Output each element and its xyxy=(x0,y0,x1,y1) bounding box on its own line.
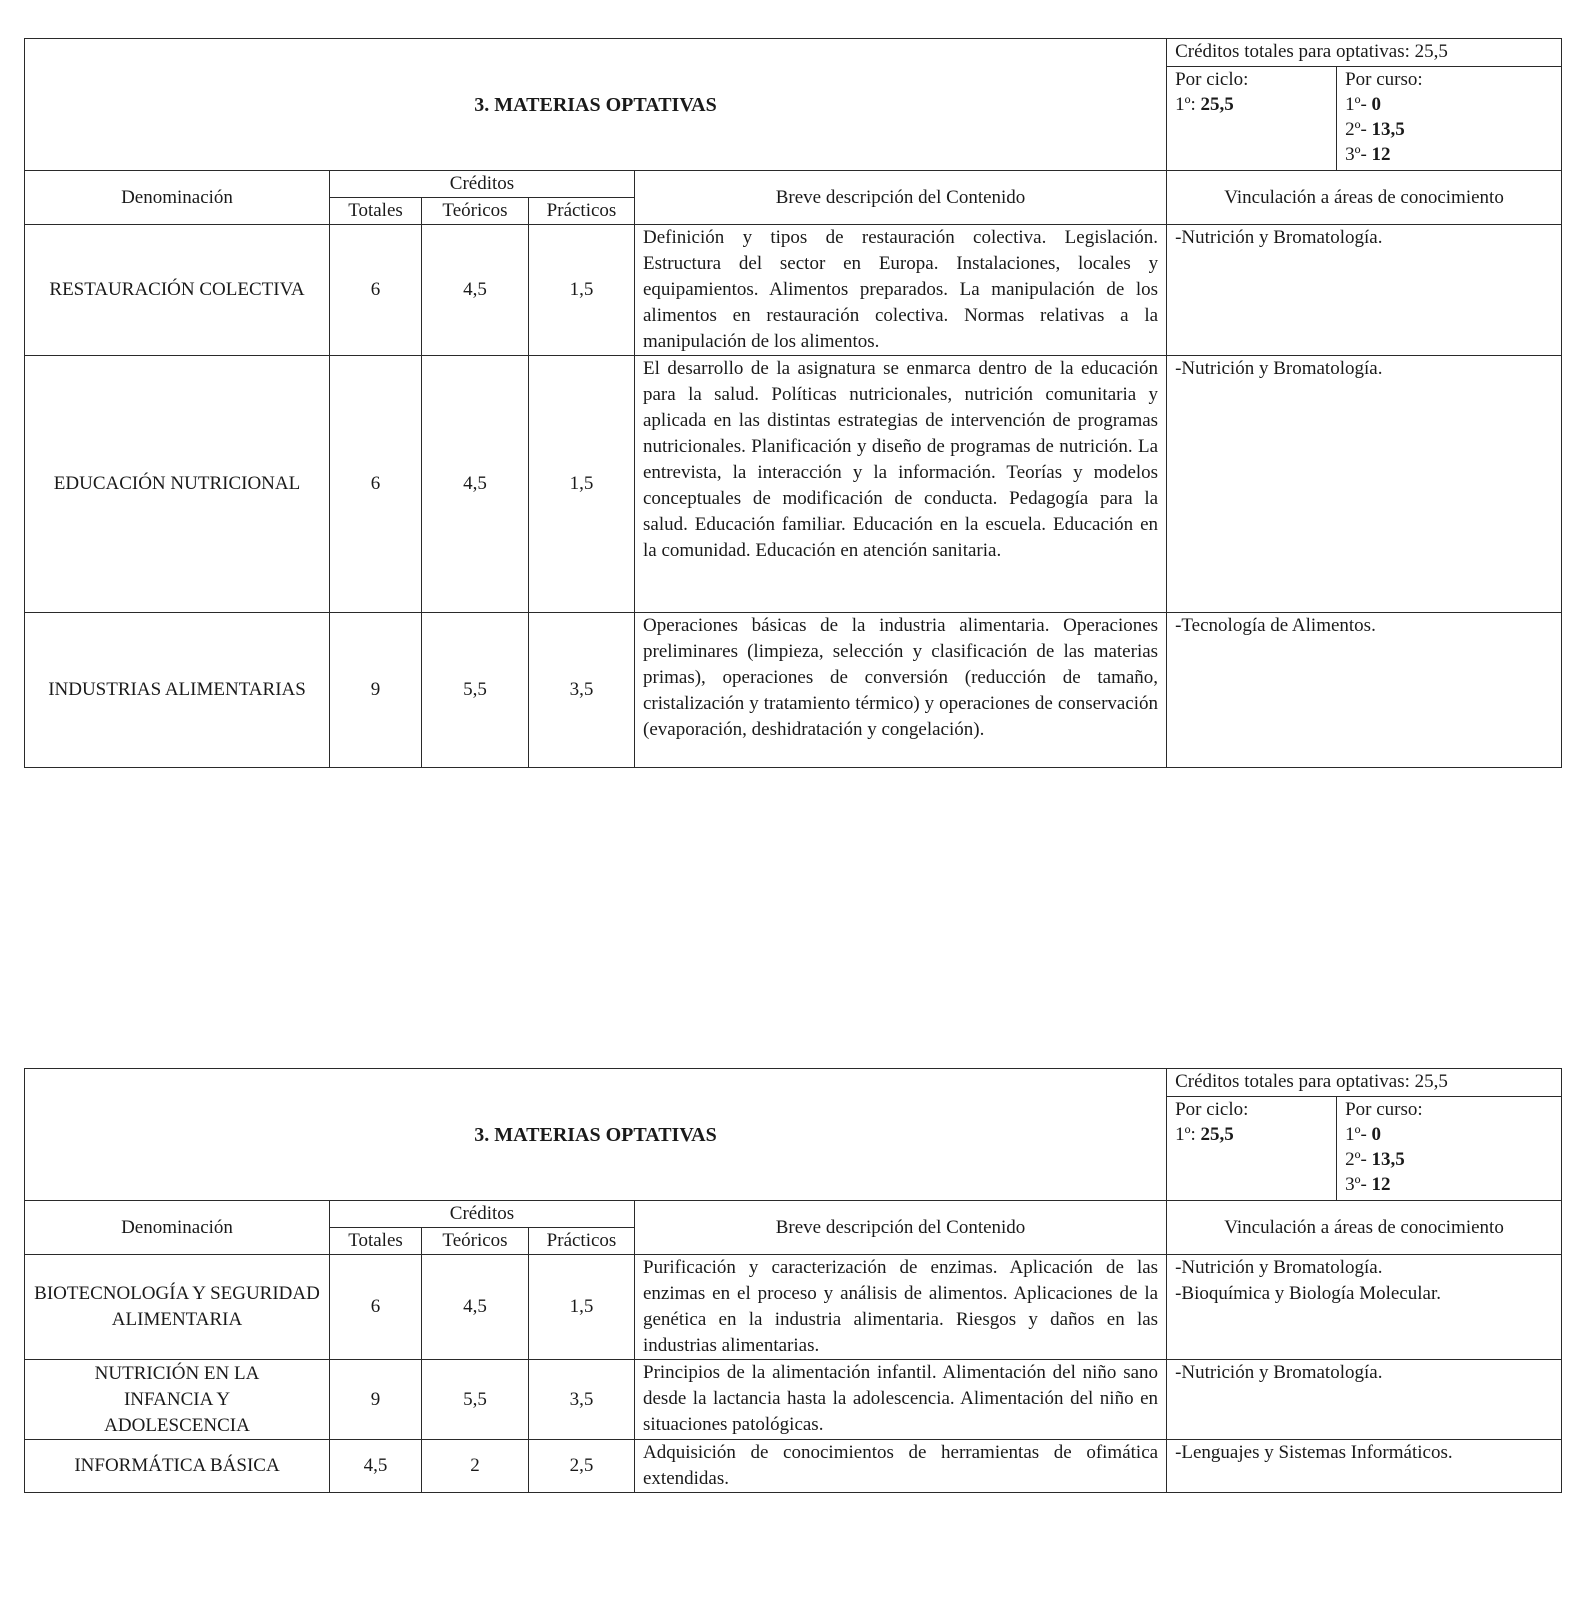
area-item: -Bioquímica y Biología Molecular. xyxy=(1175,1283,1442,1304)
col-teoricos: Teóricos xyxy=(422,198,529,225)
curso-1-value: 0 xyxy=(1371,94,1382,115)
creditos-totales: 9 xyxy=(330,1360,422,1440)
creditos-teoricos: 5,5 xyxy=(422,613,529,768)
curso-3-value: 12 xyxy=(1371,144,1391,165)
creditos-totales: 6 xyxy=(330,1255,422,1360)
subject-name: INFORMÁTICA BÁSICA xyxy=(25,1440,330,1493)
ciclo-prefix: 1º: xyxy=(1175,94,1196,115)
curso-3-value: 12 xyxy=(1371,1174,1391,1195)
subject-name: EDUCACIÓN NUTRICIONAL xyxy=(25,356,330,613)
por-curso-cell xyxy=(1337,67,1562,171)
col-descripcion: Breve descripción del Contenido xyxy=(635,171,1167,225)
subject-name: INDUSTRIAS ALIMENTARIAS xyxy=(25,613,330,768)
creditos-teoricos: 4,5 xyxy=(422,356,529,613)
table-row xyxy=(25,1360,1562,1440)
creditos-practicos: 1,5 xyxy=(529,356,635,613)
subject-areas xyxy=(1167,1255,1562,1360)
optativas-table-1 xyxy=(24,38,1562,768)
col-totales: Totales xyxy=(330,198,422,225)
table-row xyxy=(25,1440,1562,1493)
subject-areas xyxy=(1167,1440,1562,1493)
creditos-totales-label: Créditos totales para optativas: xyxy=(1175,1071,1410,1092)
por-curso-label: Por curso: xyxy=(1345,1099,1423,1120)
creditos-totales: 6 xyxy=(330,356,422,613)
ciclo-value: 25,5 xyxy=(1200,94,1234,115)
creditos-totales-cell xyxy=(1167,39,1562,67)
creditos-totales-value: 25,5 xyxy=(1414,41,1448,62)
subject-areas xyxy=(1167,1360,1562,1440)
area-item: -Nutrición y Bromatología. xyxy=(1175,1257,1383,1278)
por-curso-label: Por curso: xyxy=(1345,69,1423,90)
col-descripcion: Breve descripción del Contenido xyxy=(635,1201,1167,1255)
table-row xyxy=(25,356,1562,613)
por-ciclo-label: Por ciclo: xyxy=(1175,69,1249,90)
curso-2-prefix: 2º- xyxy=(1345,119,1367,140)
subject-areas xyxy=(1167,613,1562,768)
creditos-practicos: 1,5 xyxy=(529,225,635,356)
col-totales: Totales xyxy=(330,1228,422,1255)
col-practicos: Prácticos xyxy=(529,1228,635,1255)
creditos-totales-label: Créditos totales para optativas: xyxy=(1175,41,1410,62)
optativas-table-2 xyxy=(24,1068,1562,1493)
table-row xyxy=(25,225,1562,356)
creditos-totales: 6 xyxy=(330,225,422,356)
table-row xyxy=(25,613,1562,768)
area-item: -Tecnología de Alimentos. xyxy=(1175,615,1376,636)
col-denominacion: Denominación xyxy=(25,1201,330,1255)
section-title: 3. MATERIAS OPTATIVAS xyxy=(25,1069,1167,1201)
subject-name: RESTAURACIÓN COLECTIVA xyxy=(25,225,330,356)
curso-1-value: 0 xyxy=(1371,1124,1382,1145)
col-vinculacion: Vinculación a áreas de conocimiento xyxy=(1167,171,1562,225)
curso-3-prefix: 3º- xyxy=(1345,1174,1367,1195)
por-curso-cell xyxy=(1337,1097,1562,1201)
creditos-teoricos: 5,5 xyxy=(422,1360,529,1440)
subject-name: NUTRICIÓN EN LA INFANCIA Y ADOLESCENCIA xyxy=(25,1360,330,1440)
subject-areas xyxy=(1167,356,1562,613)
subject-description: Adquisición de conocimientos de herramientas de ofimática extendidas. xyxy=(635,1440,1167,1493)
por-ciclo-label: Por ciclo: xyxy=(1175,1099,1249,1120)
creditos-practicos: 2,5 xyxy=(529,1440,635,1493)
section-title: 3. MATERIAS OPTATIVAS xyxy=(25,39,1167,171)
curso-2-prefix: 2º- xyxy=(1345,1149,1367,1170)
creditos-teoricos: 2 xyxy=(422,1440,529,1493)
subject-description: Purificación y caracterización de enzimas. Aplicación de las enzimas en el proceso y análisis de alimentos. Aplicaciones de la genética en la industria alimentaria. Riesgos y daños en las industrias alimentarias. xyxy=(635,1255,1167,1360)
area-item: -Nutrición y Bromatología. xyxy=(1175,358,1383,379)
table-row xyxy=(25,1255,1562,1360)
col-teoricos: Teóricos xyxy=(422,1228,529,1255)
subject-description: El desarrollo de la asignatura se enmarca dentro de la educación para la salud. Políticas nutricionales, nutrición comunitaria y aplicada en las distintas estrategias de intervención de programas nutricionales. Planificación y diseño de programas de nutrición. La entrevista, la interacción y la información. Teorías y modelos conceptuales de modificación de conducta. Pedagogía para la salud. Educación familiar. Educación en la escuela. Educación en la comunidad. Educación en atención sanitaria. xyxy=(635,356,1167,613)
ciclo-value: 25,5 xyxy=(1200,1124,1234,1145)
creditos-practicos: 3,5 xyxy=(529,613,635,768)
col-denominacion: Denominación xyxy=(25,171,330,225)
col-practicos: Prácticos xyxy=(529,198,635,225)
creditos-teoricos: 4,5 xyxy=(422,225,529,356)
creditos-totales-value: 25,5 xyxy=(1414,1071,1448,1092)
subject-description: Operaciones básicas de la industria alimentaria. Operaciones preliminares (limpieza, selección y clasificación de las materias primas), operaciones de conversión (reducción de tamaño, cristalización y tratamiento térmico) y operaciones de conservación (evaporación, deshidratación y congelación). xyxy=(635,613,1167,768)
subject-areas xyxy=(1167,225,1562,356)
subject-description: Definición y tipos de restauración colectiva. Legislación. Estructura del sector en Europa. Instalaciones, locales y equipamientos. Alimentos preparados. La manipulación de los alimentos en restauración colectiva. Normas relativas a la manipulación de los alimentos. xyxy=(635,225,1167,356)
col-vinculacion: Vinculación a áreas de conocimiento xyxy=(1167,1201,1562,1255)
creditos-practicos: 3,5 xyxy=(529,1360,635,1440)
creditos-practicos: 1,5 xyxy=(529,1255,635,1360)
curso-1-prefix: 1º- xyxy=(1345,1124,1367,1145)
area-item: -Nutrición y Bromatología. xyxy=(1175,1362,1383,1383)
subject-description: Principios de la alimentación infantil. Alimentación del niño sano desde la lactancia hasta la adolescencia. Alimentación del niño en situaciones patológicas. xyxy=(635,1360,1167,1440)
creditos-totales: 4,5 xyxy=(330,1440,422,1493)
creditos-totales-cell xyxy=(1167,1069,1562,1097)
ciclo-prefix: 1º: xyxy=(1175,1124,1196,1145)
area-item: -Nutrición y Bromatología. xyxy=(1175,227,1383,248)
col-creditos: Créditos xyxy=(330,1201,635,1228)
por-ciclo-cell xyxy=(1167,67,1337,171)
curso-2-value: 13,5 xyxy=(1371,1149,1405,1170)
curso-2-value: 13,5 xyxy=(1371,119,1405,140)
creditos-teoricos: 4,5 xyxy=(422,1255,529,1360)
por-ciclo-cell xyxy=(1167,1097,1337,1201)
curso-3-prefix: 3º- xyxy=(1345,144,1367,165)
creditos-totales: 9 xyxy=(330,613,422,768)
subject-name: BIOTECNOLOGÍA Y SEGURIDAD ALIMENTARIA xyxy=(25,1255,330,1360)
curso-1-prefix: 1º- xyxy=(1345,94,1367,115)
col-creditos: Créditos xyxy=(330,171,635,198)
area-item: -Lenguajes y Sistemas Informáticos. xyxy=(1175,1442,1453,1463)
